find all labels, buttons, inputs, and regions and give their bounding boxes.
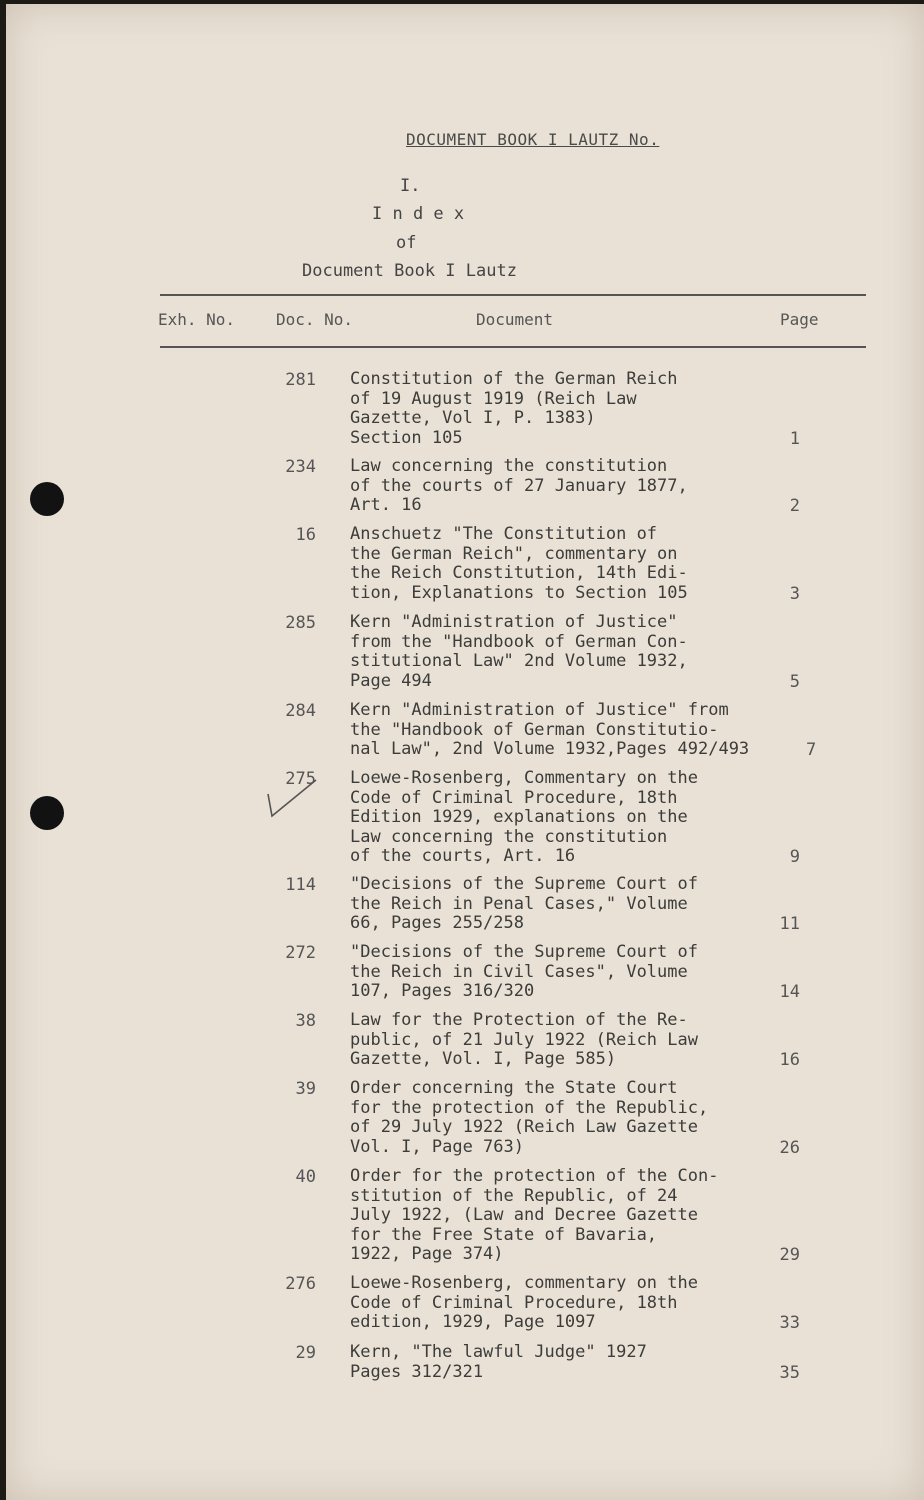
entry-description-line: Kern, "The lawful Judge" 1927 bbox=[350, 1342, 647, 1362]
entry-description bbox=[350, 525, 780, 603]
entry-description bbox=[350, 875, 780, 934]
section-numeral: I. bbox=[400, 176, 421, 196]
entry-description-line: of 29 July 1922 (Reich Law Gazette bbox=[350, 1117, 698, 1137]
entry-doc-no: 40 bbox=[295, 1167, 316, 1187]
document-page bbox=[6, 4, 924, 1500]
entry-page-no: 2 bbox=[789, 496, 800, 516]
entry-description-line: of the courts of 27 January 1877, bbox=[350, 475, 688, 496]
column-doc-no: Doc. No. bbox=[276, 310, 354, 329]
entry-page-no: 1 bbox=[789, 428, 800, 449]
entry-page-no: 26 bbox=[779, 1137, 800, 1158]
document-title: DOCUMENT BOOK I LAUTZ No. bbox=[406, 130, 660, 149]
entry-description-line: of 19 August 1919 (Reich Law bbox=[350, 388, 637, 409]
entry-description-line: Gazette, Vol I, P. 1383) bbox=[350, 408, 596, 428]
entry-description-line: Edition 1929, explanations on the bbox=[350, 807, 688, 827]
entry-description-line: Art. 16 bbox=[350, 495, 422, 515]
entry-description-line: Loewe-Rosenberg, Commentary on the bbox=[350, 768, 698, 788]
entry-description-line: Page 494 bbox=[350, 670, 432, 691]
entry-description-line: Vol. I, Page 763) bbox=[350, 1136, 524, 1157]
entry-description bbox=[350, 1274, 780, 1333]
entry-description-line: Code of Criminal Procedure, 18th bbox=[350, 787, 678, 808]
entry-description-line: tion, Explanations to Section 105 bbox=[350, 582, 688, 603]
entry-description-line: Kern "Administration of Justice" bbox=[350, 612, 678, 632]
column-document: Document bbox=[476, 310, 554, 329]
entry-page-no: 35 bbox=[779, 1362, 800, 1383]
entry-doc-no: 16 bbox=[295, 525, 316, 545]
entry-page-no: 29 bbox=[779, 1245, 800, 1265]
entry-description-line: Section 105 bbox=[350, 427, 463, 448]
entry-doc-no: 38 bbox=[295, 1011, 316, 1031]
column-exh-no: Exh. No. bbox=[158, 310, 236, 329]
entry-description-line: Gazette, Vol. I, Page 585) bbox=[350, 1049, 617, 1069]
header-bottom-rule bbox=[160, 346, 866, 348]
entry-description-line: July 1922, (Law and Decree Gazette bbox=[350, 1205, 698, 1225]
index-heading: I n d e x bbox=[372, 204, 465, 224]
entry-description bbox=[350, 1079, 780, 1157]
entry-doc-no: 39 bbox=[295, 1079, 316, 1099]
entry-doc-no: 275 bbox=[285, 769, 316, 789]
entry-description bbox=[350, 370, 780, 448]
entry-doc-no: 29 bbox=[295, 1343, 316, 1363]
entry-description bbox=[350, 943, 780, 1002]
entry-doc-no: 234 bbox=[285, 457, 316, 477]
entry-description bbox=[350, 701, 780, 760]
entry-description-line: from the "Handbook of German Con- bbox=[350, 631, 688, 652]
entry-description-line: of the courts, Art. 16 bbox=[350, 846, 576, 866]
entry-page-no: 3 bbox=[789, 583, 800, 604]
entry-page-no: 7 bbox=[806, 740, 817, 760]
index-subtitle: Document Book I Lautz bbox=[302, 261, 517, 281]
entry-description-line: stitutional Law" 2nd Volume 1932, bbox=[350, 651, 688, 671]
entry-doc-no: 276 bbox=[285, 1274, 316, 1294]
column-page: Page bbox=[780, 310, 819, 329]
punch-hole-top bbox=[30, 482, 64, 516]
entry-description-line: for the protection of the Republic, bbox=[350, 1097, 709, 1118]
entry-description-line: Law for the Protection of the Re- bbox=[350, 1010, 688, 1030]
entry-doc-no: 281 bbox=[285, 370, 316, 390]
entry-description-line: Kern "Administration of Justice" from bbox=[350, 700, 729, 720]
entry-doc-no: 272 bbox=[285, 943, 316, 963]
entry-page-no: 5 bbox=[789, 671, 800, 692]
header-top-rule bbox=[160, 294, 866, 296]
entry-description-line: the "Handbook of German Constitutio- bbox=[350, 719, 719, 740]
entry-description-line: nal Law", 2nd Volume 1932,Pages 492/493 bbox=[350, 739, 750, 759]
entry-description-line: Code of Criminal Procedure, 18th bbox=[350, 1292, 678, 1313]
entry-doc-no: 114 bbox=[285, 875, 316, 895]
entry-description-line: Law concerning the constitution bbox=[350, 456, 668, 476]
entry-page-no: 14 bbox=[779, 982, 800, 1002]
entry-description bbox=[350, 1343, 780, 1382]
entry-description-line: for the Free State of Bavaria, bbox=[350, 1224, 658, 1245]
entry-description bbox=[350, 769, 780, 867]
entry-description-line: the German Reich", commentary on bbox=[350, 543, 678, 564]
entry-description-line: stitution of the Republic, of 24 bbox=[350, 1185, 678, 1206]
entry-description-line: Pages 312/321 bbox=[350, 1361, 484, 1382]
entry-description bbox=[350, 457, 780, 516]
entry-description-line: 1922, Page 374) bbox=[350, 1244, 504, 1264]
entry-description-line: 107, Pages 316/320 bbox=[350, 981, 535, 1001]
entry-description-line: 66, Pages 255/258 bbox=[350, 913, 524, 933]
entry-description bbox=[350, 1011, 780, 1070]
entry-description bbox=[350, 1167, 780, 1265]
entry-description-line: Order concerning the State Court bbox=[350, 1078, 678, 1098]
of-word: of bbox=[396, 233, 417, 253]
entry-page-no: 16 bbox=[779, 1050, 800, 1070]
entry-description-line: Loewe-Rosenberg, commentary on the bbox=[350, 1273, 698, 1293]
punch-hole-bottom bbox=[30, 796, 64, 830]
entry-page-no: 11 bbox=[779, 914, 800, 934]
entry-page-no: 9 bbox=[789, 847, 800, 867]
entry-description-line: "Decisions of the Supreme Court of bbox=[350, 942, 698, 962]
entry-description-line: edition, 1929, Page 1097 bbox=[350, 1312, 596, 1332]
entry-description-line: "Decisions of the Supreme Court of bbox=[350, 874, 698, 894]
entry-description-line: Order for the protection of the Con- bbox=[350, 1166, 719, 1186]
entry-description-line: Constitution of the German Reich bbox=[350, 369, 678, 389]
entry-description-line: Anschuetz "The Constitution of bbox=[350, 524, 658, 544]
entry-description bbox=[350, 613, 780, 691]
entry-description-line: public, of 21 July 1922 (Reich Law bbox=[350, 1029, 698, 1050]
entry-doc-no: 285 bbox=[285, 613, 316, 633]
entry-page-no: 33 bbox=[779, 1313, 800, 1333]
entry-description-line: Law concerning the constitution bbox=[350, 826, 668, 847]
entry-doc-no: 284 bbox=[285, 701, 316, 721]
entry-description-line: the Reich in Penal Cases," Volume bbox=[350, 893, 688, 914]
entry-description-line: the Reich in Civil Cases", Volume bbox=[350, 961, 688, 982]
entry-description-line: the Reich Constitution, 14th Edi- bbox=[350, 563, 688, 583]
